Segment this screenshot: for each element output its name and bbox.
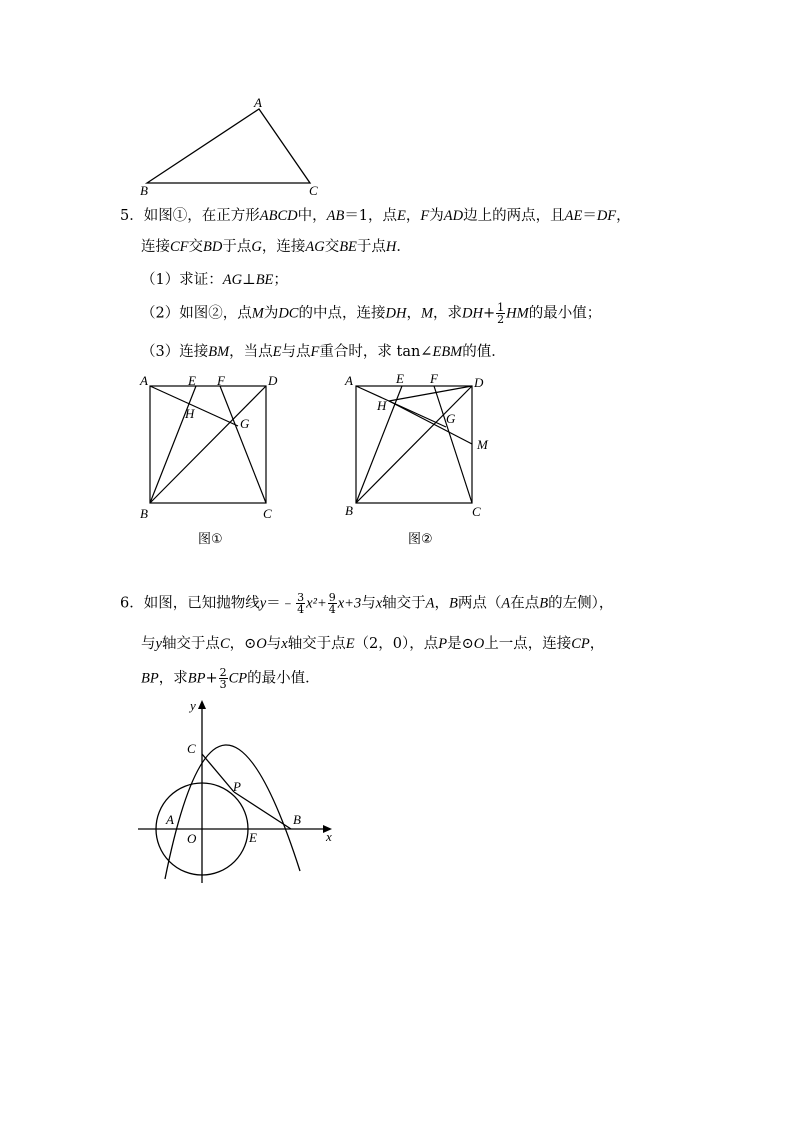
fig2-caption: 图② [408,532,433,547]
fig1-label-d: D [268,373,278,388]
problem6-line3: BP，求BP+ $\frac{2}{3}$ CP的最小值． [141,666,320,691]
diagonal-bd-2 [356,386,472,503]
problem5-line1: 5．如图①，在正方形ABCD中，AB＝1，点E，F为AD边上的两点，且AE＝DF， [120,208,631,224]
segment-cf [220,386,266,503]
fig1-label-c: C [263,506,272,521]
fig2-label-g: G [446,411,456,426]
fig3-label-o: O [187,831,197,846]
fig3-label-x: x [326,829,332,844]
fig1-label-h: H [185,406,195,421]
triangle-abc [147,109,310,183]
parabola [165,745,300,879]
segment-cf-2 [434,386,472,503]
fraction-3-4: $\frac{3}{4}$ [297,591,305,616]
fig2-label-h: H [377,398,387,413]
fig2-label-d: D [474,375,484,390]
fraction-9-4: $\frac{9}{4}$ [328,591,336,616]
fig1-label-g: G [240,416,250,431]
label-a: A [254,95,262,110]
fig2-label-m: M [477,437,488,452]
label-c: C [309,183,318,198]
fig2-label-b: B [345,503,353,518]
fig3-label-y: y [190,698,196,713]
fig2-label-e: E [396,371,404,386]
figure-1 [135,370,285,522]
fig1-label-f: F [217,373,225,388]
fraction-half: $\frac{1}{2}$ [497,301,505,326]
problem5-q1: （1）求证：AG⊥BE； [141,272,288,288]
fig2-label-a: A [345,373,353,388]
triangle-figure [130,95,330,200]
fig3-label-p: P [233,779,241,794]
fig3-label-b: B [293,812,301,827]
problem5-line2: 连接CF交BD于点G，连接AG交BE于点H． [141,239,411,255]
fig2-label-c: C [472,504,481,519]
fig1-caption: 图① [198,532,223,547]
problem5-q3: （3）连接BM，当点E与点F重合时，求 tan∠EBM的值． [141,344,506,360]
segment-ag-2 [356,386,446,427]
problem6-line1: 6．如图，已知抛物线y＝﹣ $\frac{3}{4}$ x²+ $\frac{9}{4}$ x+3与x轴交于A，B两点（A在点B的左侧）， [120,591,614,616]
y-axis-arrow [198,700,206,709]
fig1-label-b: B [140,506,148,521]
fig1-label-a: A [140,373,148,388]
problem6-line2: 与y轴交于点C，⊙O与x轴交于点E（2，0），点P是⊙O上一点，连接CP， [141,636,605,652]
figure-2 [340,370,500,522]
fig3-label-e: E [249,830,257,845]
problem5-q2: （2）如图②，点M为DC的中点，连接DH，M，求DH+ $\frac{1}{2}$ HM的最小值； [141,301,602,326]
label-b: B [140,183,148,198]
segment-bp [234,792,291,829]
segment-hm [389,401,472,444]
diagonal-bd [150,386,266,503]
fig2-label-f: F [430,371,438,386]
fig3-label-c: C [187,741,196,756]
fig1-label-e: E [188,373,196,388]
fig3-label-a: A [166,812,174,827]
figure-parabola [130,695,350,890]
fraction-2-3: $\frac{2}{3}$ [219,666,227,691]
